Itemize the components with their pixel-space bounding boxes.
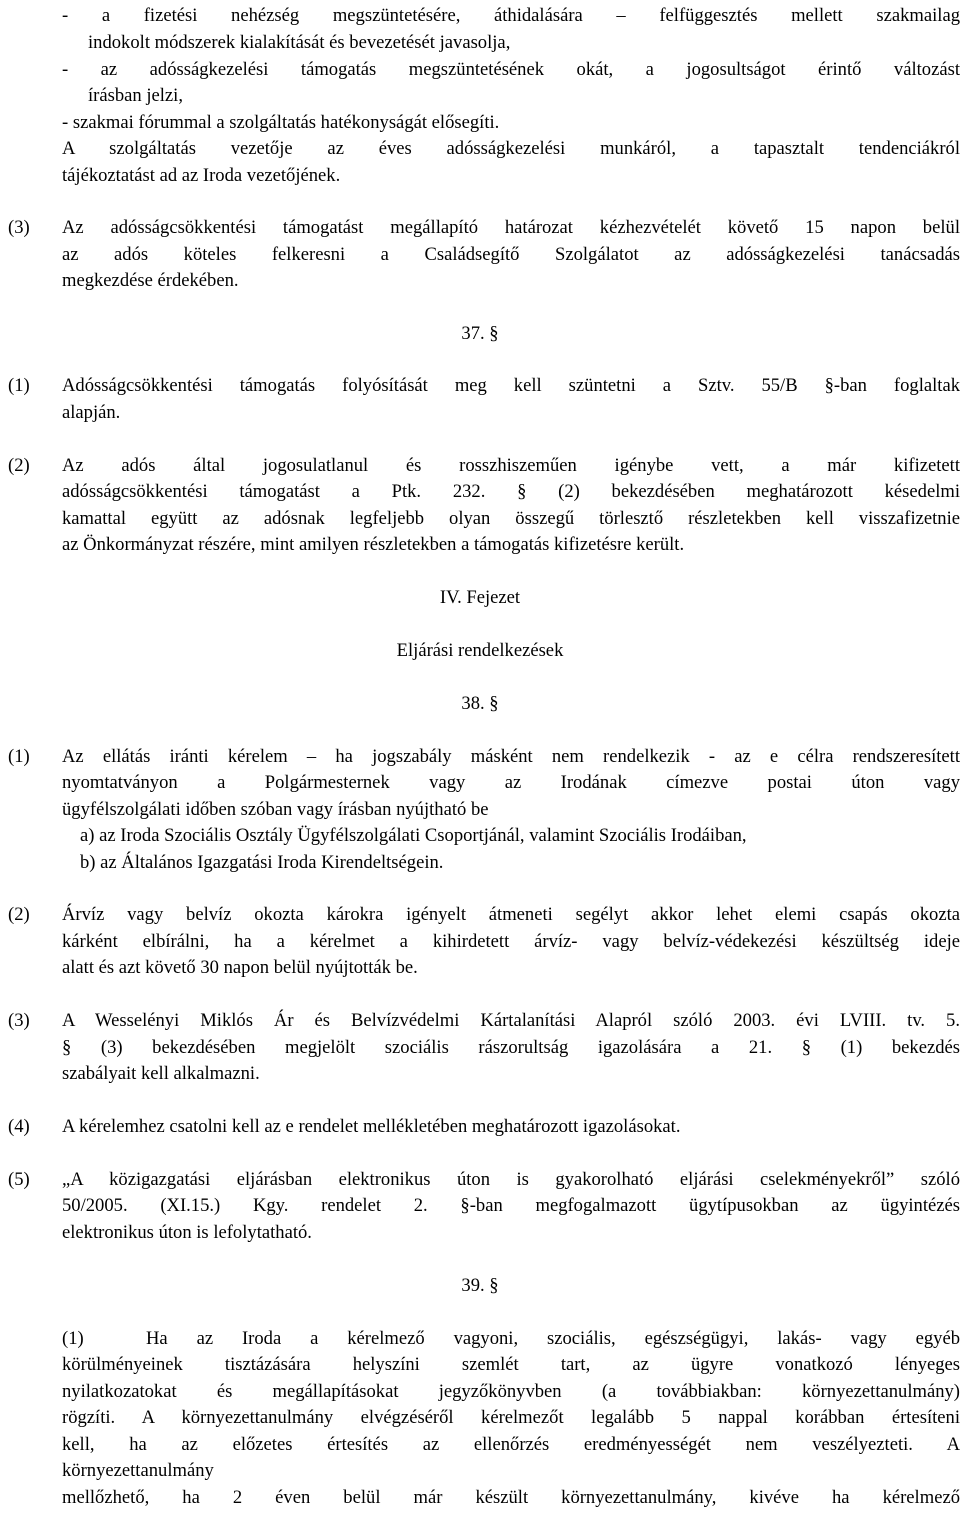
chapter-title: Eljárási rendelkezések bbox=[396, 640, 564, 661]
s37-p1-line-1: Adósságcsökkentési támogatás folyósítását meg kell szüntetni a Sztv. 55/B §-ban foglaltak bbox=[62, 375, 960, 396]
paragraph-number-1: (1) bbox=[62, 1328, 84, 1349]
section-heading-38: 38. § bbox=[461, 693, 499, 714]
s39-p1-line-1: Ha az Iroda a kérelmező vagyoni, szociális, egészségügyi, lakás- vagy egyéb bbox=[146, 1328, 960, 1349]
s38-p2-line-3: alatt és azt követő 30 napon belül nyújtották be. bbox=[62, 957, 418, 978]
s36-p3-line-2: az adós köteles felkeresni a Családsegítő Szolgálatot az adósságkezelési tanácsadás bbox=[62, 244, 960, 265]
s38-p2-line-2: kárként elbírálni, ha a kérelmet a kihirdetett árvíz- vagy belvíz-védekezési készültség ideje bbox=[62, 931, 960, 952]
s38-p3-line-1: A Wesselényi Miklós Ár és Belvízvédelmi Kártalanítási Alapról szóló 2003. évi LVIII. tv. 5. bbox=[62, 1010, 960, 1031]
s38-p1-line-1: Az ellátás iránti kérelem – ha jogszabály másként nem rendelkezik - az e célra rendszeresített bbox=[62, 746, 960, 767]
s39-p1-line-2: körülményeinek tisztázására helyszíni szemlét tart, az ügyre vonatkozó lényeges bbox=[62, 1354, 960, 1375]
s38-p5-line-2: 50/2005. (XI.15.) Kgy. rendelet 2. §-ban megfogalmazott ügytípusokban az ügyintézés bbox=[62, 1195, 960, 1216]
s36-p3-line-1: Az adósságcsökkentési támogatást megállapító határozat kézhezvételét követő 15 napon belül bbox=[62, 217, 960, 238]
s38-p1-item-b: b) az Általános Igazgatási Iroda Kirendeltségein. bbox=[80, 852, 444, 873]
s37-p2-line-4: az Önkormányzat részére, mint amilyen részletekben a támogatás kifizetésre került. bbox=[62, 534, 685, 555]
s37-p2-line-3: kamattal együtt az adósnak legfeljebb olyan összegű törlesztő részletekben kell visszafizetnie bbox=[62, 508, 960, 529]
s38-p1-line-3: ügyfélszolgálati időben szóban vagy írásban nyújtható be bbox=[62, 799, 489, 820]
chapter-heading: IV. Fejezet bbox=[439, 587, 521, 608]
s37-p1-line-2: alapján. bbox=[62, 402, 121, 423]
s39-p1-line-6: környezettanulmány bbox=[62, 1460, 214, 1481]
s38-p3-line-3: szabályait kell alkalmazni. bbox=[62, 1063, 260, 1084]
list-item-1-line-1: - a fizetési nehézség megszüntetésére, áthidalására – felfüggesztés mellett szakmailag bbox=[62, 5, 960, 26]
s38-p1-line-2: nyomtatványon a Polgármesternek vagy az Irodának címezve postai úton vagy bbox=[62, 772, 960, 793]
s38-p3-line-2: § (3) bekezdésében megjelölt szociális rászorultság igazolására a 21. § (1) bekezdés bbox=[62, 1037, 960, 1058]
paragraph-number-1: (1) bbox=[8, 375, 30, 396]
section-heading-39: 39. § bbox=[461, 1275, 499, 1296]
paragraph-number-4: (4) bbox=[8, 1116, 30, 1137]
s37-p2-line-1: Az adós által jogosulatlanul és rosszhiszeműen igénybe vett, a már kifizetett bbox=[62, 455, 960, 476]
paragraph-number-3: (3) bbox=[8, 217, 30, 238]
s39-p1-line-4: rögzíti. A környezettanulmány elvégzéséről kérelmezőt legalább 5 nappal korábban értesíteni bbox=[62, 1407, 960, 1428]
paragraph-number-3: (3) bbox=[8, 1010, 30, 1031]
paragraph-number-2: (2) bbox=[8, 904, 30, 925]
list-item-2-line-2: írásban jelzi, bbox=[88, 85, 183, 106]
section-heading-37: 37. § bbox=[461, 323, 499, 344]
intro-paragraph-line-2: tájékoztatást ad az Iroda vezetőjének. bbox=[62, 165, 341, 186]
s37-p2-line-2: adósságcsökkentési támogatást a Ptk. 232. § (2) bekezdésében meghatározott késedelmi bbox=[62, 481, 960, 502]
paragraph-number-2: (2) bbox=[8, 455, 30, 476]
s39-p1-line-5: kell, ha az előzetes értesítés az ellenőrzés eredményességét nem veszélyezteti. A bbox=[62, 1434, 960, 1455]
s38-p1-item-a: a) az Iroda Szociális Osztály Ügyfélszolgálati Csoportjánál, valamint Szociális Irodáiban, bbox=[80, 825, 747, 846]
s39-p1-line-7: mellőzhető, ha 2 éven belül már készült környezettanulmány, kivéve ha kérelmező bbox=[62, 1487, 960, 1508]
s38-p4-line-1: A kérelemhez csatolni kell az e rendelet mellékletében meghatározott igazolásokat. bbox=[62, 1116, 681, 1137]
list-item-3: - szakmai fórummal a szolgáltatás hatékonyságát elősegíti. bbox=[62, 112, 500, 133]
paragraph-number-5: (5) bbox=[8, 1169, 30, 1190]
intro-paragraph-line-1: A szolgáltatás vezetője az éves adósságkezelési munkáról, a tapasztalt tendenciákról bbox=[62, 138, 960, 159]
paragraph-number-1: (1) bbox=[8, 746, 30, 767]
s38-p5-line-1: „A közigazgatási eljárásban elektronikus úton is gyakorolható eljárási cselekményekről” szóló bbox=[62, 1169, 960, 1190]
s36-p3-line-3: megkezdése érdekében. bbox=[62, 270, 239, 291]
list-item-1-line-2: indokolt módszerek kialakítását és bevezetését javasolja, bbox=[88, 32, 511, 53]
s39-p1-line-3: nyilatkozatokat és megállapításokat jegyzőkönyvben (a továbbiakban: környezettanulmány) bbox=[62, 1381, 960, 1402]
list-item-2-line-1: - az adósságkezelési támogatás megszüntetésének okát, a jogosultságot érintő változást bbox=[62, 59, 960, 80]
s38-p5-line-3: elektronikus úton is lefolytatható. bbox=[62, 1222, 312, 1243]
s38-p2-line-1: Árvíz vagy belvíz okozta károkra igényelt átmeneti segélyt akkor lehet elemi csapás okozta bbox=[62, 904, 960, 925]
